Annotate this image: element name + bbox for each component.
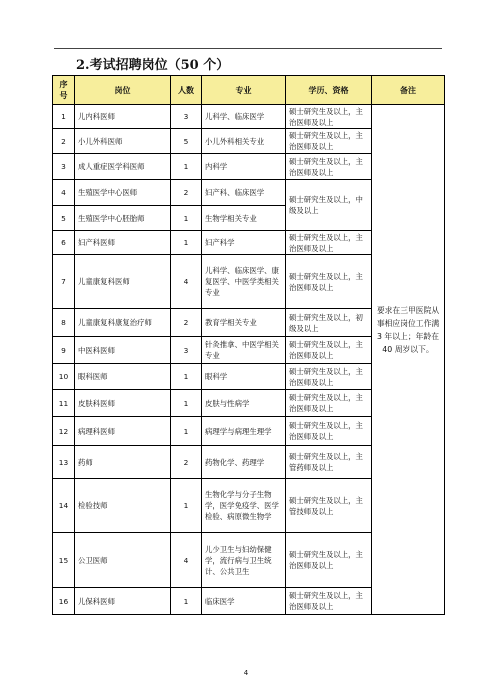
row-count: 1 bbox=[171, 588, 202, 615]
row-count: 1 bbox=[171, 479, 202, 533]
header-position: 岗位 bbox=[75, 76, 171, 105]
row-qualification: 硕士研究生及以上，主治医师及以上 bbox=[286, 154, 372, 180]
row-position: 儿内科医师 bbox=[75, 105, 171, 129]
row-position: 儿童康复科医师 bbox=[75, 255, 171, 309]
row-qualification: 硕士研究生及以上，主治医师及以上 bbox=[286, 390, 372, 417]
row-no: 7 bbox=[53, 255, 75, 309]
row-major: 妇产科、临床医学 bbox=[202, 180, 286, 206]
header-count: 人数 bbox=[171, 76, 202, 105]
table-row bbox=[53, 105, 445, 129]
row-qualification: 硕士研究生及以上，主治医师及以上 bbox=[286, 533, 372, 588]
row-count: 1 bbox=[171, 364, 202, 390]
row-qualification: 硕士研究生及以上，主治医师及以上 bbox=[286, 417, 372, 446]
row-qualification: 硕士研究生及以上，初级及以上 bbox=[286, 309, 372, 337]
header-no: 序号 bbox=[53, 76, 75, 105]
note-cell bbox=[372, 105, 445, 615]
table-header-row bbox=[53, 76, 445, 105]
row-position: 成人重症医学科医师 bbox=[75, 154, 171, 180]
row-count: 2 bbox=[171, 180, 202, 206]
row-position: 病理科医师 bbox=[75, 417, 171, 446]
row-qualification: 硕士研究生及以上，主管技师及以上 bbox=[286, 479, 372, 533]
row-count: 1 bbox=[171, 154, 202, 180]
row-qualification: 硕士研究生及以上，主治医师及以上 bbox=[286, 105, 372, 129]
page-number: 4 bbox=[243, 669, 249, 677]
row-qualification: 硕士研究生及以上，主治医师及以上 bbox=[286, 337, 372, 364]
row-no: 2 bbox=[53, 129, 75, 154]
row-major: 妇产科学 bbox=[202, 231, 286, 255]
row-qualification: 硕士研究生及以上，主治医师及以上 bbox=[286, 231, 372, 255]
row-position: 中医科医师 bbox=[75, 337, 171, 364]
row-no: 11 bbox=[53, 390, 75, 417]
row-count: 5 bbox=[171, 129, 202, 154]
section-title: 2.考试招聘岗位（50 个） bbox=[76, 58, 230, 73]
row-count: 3 bbox=[171, 337, 202, 364]
row-major: 儿科学、临床医学 bbox=[202, 105, 286, 129]
row-no: 3 bbox=[53, 154, 75, 180]
row-count: 1 bbox=[171, 231, 202, 255]
row-count: 4 bbox=[171, 255, 202, 309]
row-major: 针灸推拿、中医学相关专业 bbox=[202, 337, 286, 364]
row-position: 妇产科医师 bbox=[75, 231, 171, 255]
row-count: 1 bbox=[171, 206, 202, 231]
row-no: 10 bbox=[53, 364, 75, 390]
row-qualification: 硕士研究生及以上，主治医师及以上 bbox=[286, 364, 372, 390]
row-qualification: 硕士研究生及以上，主治医师及以上 bbox=[286, 588, 372, 615]
row-count: 3 bbox=[171, 105, 202, 129]
row-qualification: 硕士研究生及以上，中级及以上 bbox=[286, 180, 372, 231]
row-position: 儿童康复科康复治疗师 bbox=[75, 309, 171, 337]
row-major: 皮肤与性病学 bbox=[202, 390, 286, 417]
row-position: 公卫医师 bbox=[75, 533, 171, 588]
row-no: 16 bbox=[53, 588, 75, 615]
row-major: 小儿外科相关专业 bbox=[202, 129, 286, 154]
row-position: 儿保科医师 bbox=[75, 588, 171, 615]
row-major: 儿少卫生与妇幼保健学，流行病与卫生统计、公共卫生 bbox=[202, 533, 286, 588]
row-count: 2 bbox=[171, 309, 202, 337]
row-count: 1 bbox=[171, 390, 202, 417]
row-qualification: 硕士研究生及以上，主治医师及以上 bbox=[286, 129, 372, 154]
row-qualification: 硕士研究生及以上，主治医师及以上 bbox=[286, 255, 372, 309]
row-position: 生殖医学中心医师 bbox=[75, 180, 171, 206]
header-major: 专业 bbox=[202, 76, 286, 105]
row-major: 眼科学 bbox=[202, 364, 286, 390]
row-no: 13 bbox=[53, 446, 75, 479]
row-position: 药师 bbox=[75, 446, 171, 479]
row-no: 4 bbox=[53, 180, 75, 206]
row-major: 教育学相关专业 bbox=[202, 309, 286, 337]
row-major: 临床医学 bbox=[202, 588, 286, 615]
row-major: 生物化学与分子生物学，医学免疫学、医学检验、病原微生物学 bbox=[202, 479, 286, 533]
row-no: 9 bbox=[53, 337, 75, 364]
row-no: 1 bbox=[53, 105, 75, 129]
row-count: 2 bbox=[171, 446, 202, 479]
row-no: 5 bbox=[53, 206, 75, 231]
positions-table bbox=[52, 75, 445, 615]
row-position: 生殖医学中心胚胎师 bbox=[75, 206, 171, 231]
row-position: 皮肤科医师 bbox=[75, 390, 171, 417]
header-qualification: 学历、资格 bbox=[286, 76, 372, 105]
row-major: 儿科学、临床医学、康复医学、中医学类相关专业 bbox=[202, 255, 286, 309]
row-no: 6 bbox=[53, 231, 75, 255]
row-position: 眼科医师 bbox=[75, 364, 171, 390]
row-major: 药物化学、药理学 bbox=[202, 446, 286, 479]
row-major: 生物学相关专业 bbox=[202, 206, 286, 231]
row-no: 12 bbox=[53, 417, 75, 446]
row-no: 8 bbox=[53, 309, 75, 337]
row-qualification: 硕士研究生及以上，主管药师及以上 bbox=[286, 446, 372, 479]
row-count: 1 bbox=[171, 417, 202, 446]
row-count: 4 bbox=[171, 533, 202, 588]
row-major: 内科学 bbox=[202, 154, 286, 180]
row-no: 14 bbox=[53, 479, 75, 533]
row-major: 病理学与病理生理学 bbox=[202, 417, 286, 446]
row-no: 15 bbox=[53, 533, 75, 588]
top-rule bbox=[54, 48, 442, 49]
row-position: 检验技师 bbox=[75, 479, 171, 533]
note-text: 要求在三甲医院从事相应岗位工作满 3 年以上；年龄在 40 周岁以下。 bbox=[376, 305, 440, 354]
row-position: 小儿外科医师 bbox=[75, 129, 171, 154]
header-note: 备注 bbox=[372, 76, 445, 105]
